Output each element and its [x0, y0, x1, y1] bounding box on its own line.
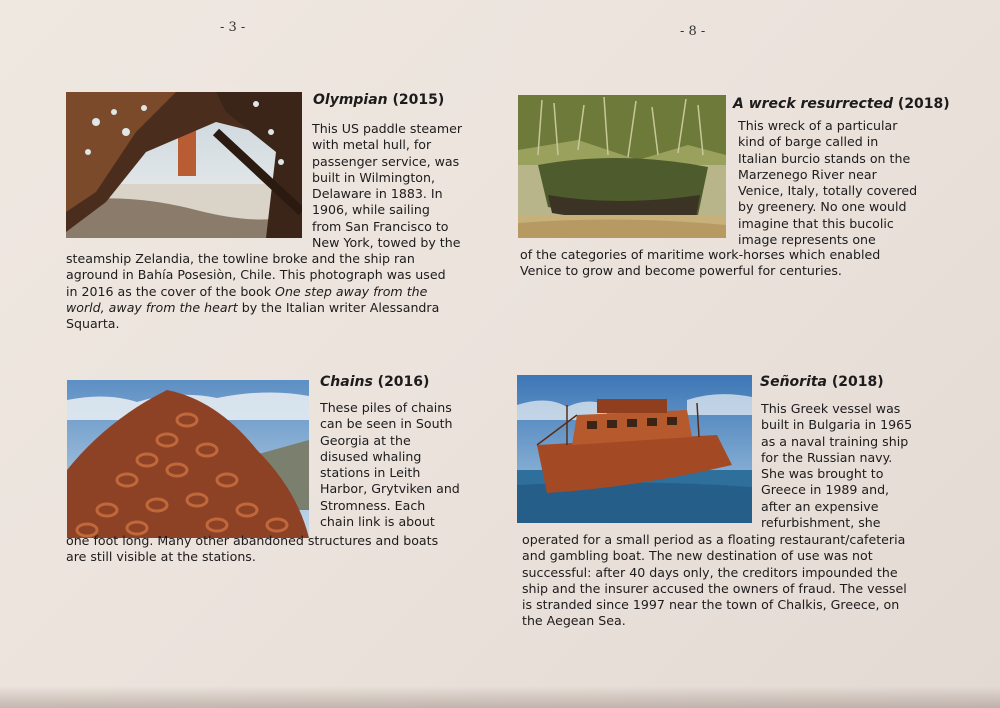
entry-heading [313, 92, 444, 108]
text-line: These piles of chains [320, 400, 452, 415]
text-line: successful: after 40 days only, the creditors impounded the [522, 564, 898, 580]
entry-body-text [66, 533, 438, 566]
text-line: chain link is about [320, 514, 435, 530]
text-line: 1906, while sailing [312, 202, 430, 218]
text-line: Venice, Italy, totally covered [738, 183, 918, 199]
text-line: This Greek vessel was [761, 401, 901, 416]
text-line: kind of barge called in [738, 134, 879, 150]
text-line: one foot long. Many other abandoned structures and boats [66, 533, 439, 548]
entry-title: Chains [320, 374, 373, 390]
text-line [66, 284, 446, 300]
page-number-left: - 3 - [220, 20, 246, 35]
entry-year: (2018) [831, 374, 884, 390]
text-line: Greece in 1989 and, [761, 482, 890, 498]
text-line: built in Wilmington, [312, 169, 435, 185]
text-line: operated for a small period as a floating restaurant/cafeteria [522, 532, 906, 547]
text-line: image represents one [738, 232, 876, 248]
entry-body-text [520, 247, 880, 280]
rusted-wreck-photo [66, 92, 302, 238]
entry-title: A wreck resurrected [733, 96, 894, 112]
text-line: Venice to grow and become powerful for centuries. [520, 263, 842, 279]
text-line: Italian burcio stands on the [738, 150, 911, 166]
entry-year: (2015) [392, 92, 445, 108]
text-line: imagine that this bucolic [738, 215, 894, 231]
text-line: built in Bulgaria in 1965 [761, 417, 913, 433]
text-line: stations in Leith [320, 465, 421, 481]
overgrown-barge-photo [518, 95, 726, 238]
entry-heading [760, 374, 884, 390]
text-line: steamship Zelandia, the towline broke and the ship ran [66, 251, 415, 266]
text-line: Squarta. [66, 316, 120, 332]
text-line: by greenery. No one would [738, 199, 907, 215]
page-bottom-edge [0, 686, 1000, 708]
entry-heading [733, 96, 950, 112]
text-fragment: in 2016 as the cover of the book [66, 283, 272, 299]
text-line: Marzenego River near [738, 166, 877, 182]
book-title-fragment: One step away from the [275, 283, 428, 299]
entry-year: (2018) [897, 96, 950, 112]
text-line: with metal hull, for [312, 137, 432, 153]
text-fragment: by the Italian writer Alessandra [237, 299, 440, 315]
text-line: Stromness. Each [320, 497, 426, 513]
text-line: Georgia at the [320, 432, 411, 448]
entry-side-text [761, 401, 912, 531]
entry-heading [320, 374, 429, 390]
text-line: aground in Bahía Posesiòn, Chile. This photograph was used [66, 267, 446, 283]
text-line: refurbishment, she [761, 515, 881, 531]
entry-side-text [320, 400, 460, 530]
text-line: ship and the insurer accused the owners of fraud. The vessel [522, 580, 907, 596]
text-line: of the categories of maritime work-horses which enabled [520, 247, 881, 262]
entry-body-text [522, 532, 907, 630]
text-line [66, 300, 446, 316]
page-number-right: - 8 - [680, 24, 706, 39]
text-line: This US paddle steamer [312, 121, 463, 136]
text-line: New York, towed by the [312, 235, 461, 251]
text-line: from San Francisco to [312, 218, 449, 234]
text-line: passenger service, was [312, 153, 460, 169]
text-line: after an expensive [761, 498, 879, 514]
chain-pile-photo [67, 380, 309, 538]
text-line: the Aegean Sea. [522, 613, 626, 629]
text-line: as a naval training ship [761, 433, 909, 449]
rusty-ship-photo [517, 375, 752, 523]
entry-year: (2016) [377, 374, 430, 390]
text-line: She was brought to [761, 466, 884, 482]
text-line: disused whaling [320, 448, 422, 464]
entry-title: Señorita [760, 374, 828, 390]
entry-title: Olympian [313, 92, 388, 108]
text-line: This wreck of a particular [738, 118, 898, 133]
text-line: Delaware in 1883. In [312, 186, 443, 202]
text-line: is stranded since 1997 near the town of Chalkis, Greece, on [522, 597, 900, 613]
entry-side-text [312, 121, 462, 251]
text-line: Harbor, Grytviken and [320, 481, 460, 497]
text-line: for the Russian navy. [761, 449, 893, 465]
entry-body-text [66, 251, 446, 332]
entry-side-text [738, 118, 917, 248]
book-title-fragment: world, away from the heart [66, 299, 238, 315]
text-line: and gambling boat. The new destination of use was not [522, 548, 873, 564]
text-line: are still visible at the stations. [66, 549, 256, 565]
text-line: can be seen in South [320, 416, 453, 432]
